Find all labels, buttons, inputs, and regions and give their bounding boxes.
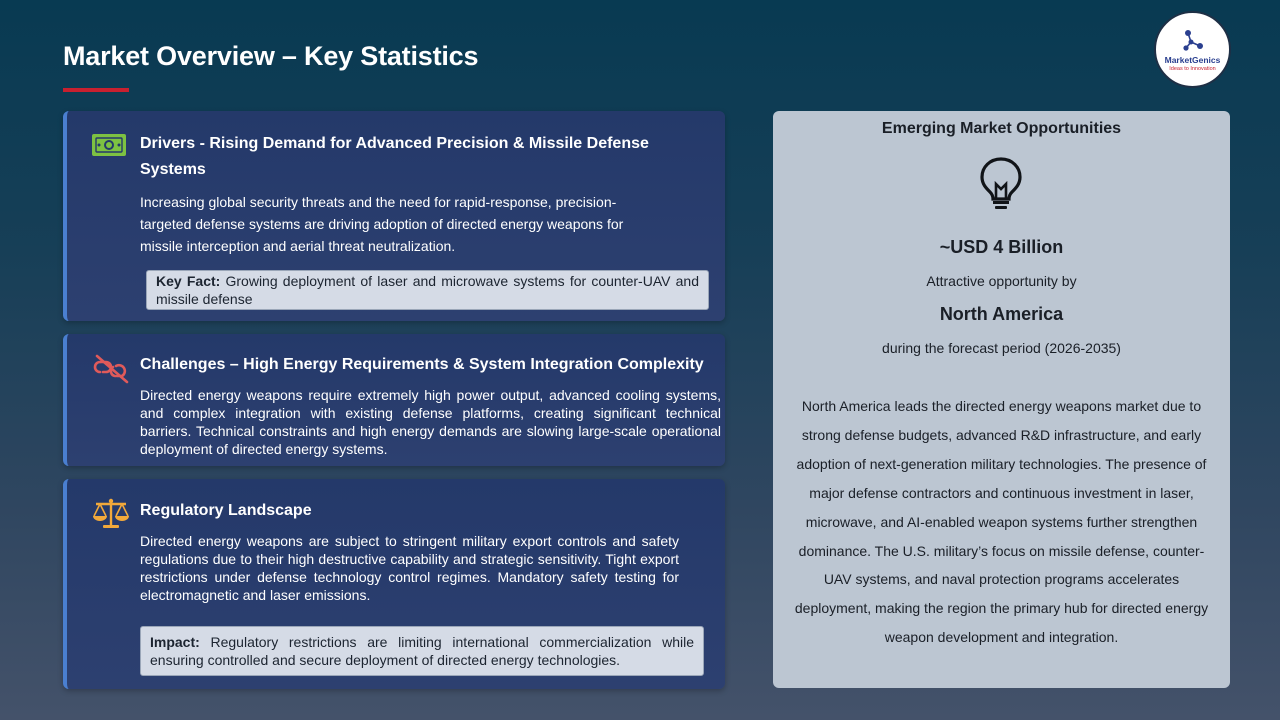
opportunity-panel: [773, 111, 1230, 688]
logo-tagline: Ideas to Innovation: [1169, 65, 1216, 72]
drivers-description: Increasing global security threats and the need for rapid-response, precision-targeted defense systems are driving adoption of directed energy weapons for missile interception and aerial threat neutralization.: [140, 194, 624, 254]
regulatory-title: Regulatory Landscape: [140, 502, 312, 519]
opportunity-subtext: Attractive opportunity by: [926, 273, 1077, 289]
title-underline: [63, 88, 129, 92]
challenges-description: Directed energy weapons require extremely high power output, advanced cooling systems, and complex integration with existing defense platforms, creating significant technical barriers. Technical constraints and high energy demands are slowing large-scale operational deployment of directed energy systems.: [140, 387, 721, 457]
lightbulb-icon: [978, 156, 1024, 210]
money-icon: [91, 131, 127, 159]
opportunity-region: North America: [939, 304, 1064, 324]
regulatory-impact: [140, 626, 704, 676]
company-logo: [1154, 11, 1231, 88]
network-molecule-icon: [1180, 28, 1206, 54]
regulatory-description: Directed energy weapons are subject to stringent military export controls and safety regulations due to their high destructive capability and strategic sensitivity. Tight export restrictions under defense technology control regimes. Mandatory safety testing for electromagnetic and laser emissions.: [140, 533, 679, 603]
page-title: Market Overview – Key Statistics: [63, 41, 479, 71]
impact-label: Impact:: [150, 634, 200, 650]
forecast-period: during the forecast period (2026-2035): [882, 340, 1121, 356]
scales-icon: [91, 497, 131, 531]
opportunity-heading: Emerging Market Opportunities: [881, 120, 1122, 137]
impact-text: Regulatory restrictions are limiting international commercialization while ensuring controlled and secure deployment of directed energy technologies.: [150, 634, 694, 668]
logo-name: MarketGenics: [1164, 54, 1221, 65]
key-fact-label: Key Fact:: [156, 273, 221, 289]
opportunity-body: North America leads the directed energy weapons market due to strong defense budgets, advanced R&D infrastructure, and early adoption of next-generation military technologies. The presence of major defense contractors and continuous investment in laser, microwave, and AI-enabled weapon systems further strengthen dominance. The U.S. military’s focus on missile defense, counter-UAV systems, and naval protection programs accelerates deployment, making the region the primary hub for directed energy weapon development and integration.: [794, 398, 1209, 646]
broken-link-icon: [91, 353, 131, 385]
drivers-key-fact: [146, 270, 709, 310]
opportunity-value: ~USD 4 Billion: [939, 237, 1064, 257]
challenges-card: [63, 334, 725, 466]
drivers-card: [63, 111, 725, 321]
key-fact-text: Growing deployment of laser and microwave systems for counter-UAV and missile defense: [156, 273, 699, 307]
challenges-title: Challenges – High Energy Requirements & System Integration Complexity: [140, 356, 704, 373]
regulatory-card: [63, 479, 725, 689]
drivers-title: Drivers - Rising Demand for Advanced Precision & Missile Defense Systems: [140, 135, 649, 178]
